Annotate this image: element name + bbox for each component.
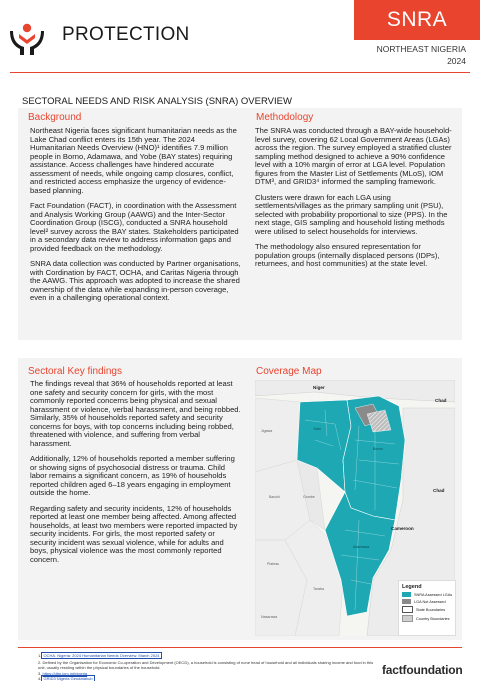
footnote-link[interactable]: OCHA. Nigeria: 2024 Humanitarian Needs Overview. March 2024 (43, 653, 160, 658)
background-heading: Background (28, 112, 82, 123)
legend-item (402, 606, 455, 613)
findings-paragraph: The findings reveal that 36% of households reported at least one safety and security concern for girls, with the most commonly reported concerns being physical and sexual harassment or violence, verbal harassment, and being robbed. Similarly, 35% of households reported safety and security concerns for boys, with top concerns including being robbed, threatened with violence, and suffering from verbal harassment. (30, 379, 241, 448)
legend-item (402, 592, 455, 597)
background-paragraph: Fact Foundation (FACT), in coordination with the Assessment and Analysis Working Group (AAWG) and the Inter-Sector Coordination Group (ISCG), conducted a SNRA household level² survey across the BAY states. Stakeholders participated in a secondary data review to address information gaps and provided feedback on the methodology. (30, 201, 239, 253)
methodology-heading: Methodology (256, 112, 314, 123)
map-label-yobe: Yobe (313, 427, 322, 431)
year-label: 2024 (447, 56, 466, 66)
key-findings-heading: Sectoral Key findings (28, 366, 122, 377)
footnote-link[interactable]: https://dtm.iom.int/nigeria (42, 671, 88, 676)
map-label-gombe: Gombe (303, 495, 315, 499)
footnote-number: 3. (38, 671, 42, 676)
methodology-paragraph: The methodology also ensured representation for population groups (internally displaced persons (IDPs), returnees, and host communities) at the state level. (255, 242, 440, 268)
methodology-paragraph: Clusters were drawn for each LGA using settlements/villages as the primary sampling unit (PSU), selected with probability proportional to size (PPS). In the next stage, GIS sampling and household listing methods were utilised to select households for interviews. (255, 192, 448, 236)
region-label: NORTHEAST NIGERIA (376, 44, 466, 54)
map-label-niger: Niger (313, 385, 325, 390)
footnote-2 (38, 660, 378, 670)
map-legend (398, 580, 456, 636)
map-label-chad-right: Chad (433, 488, 445, 493)
footnote-number: 2. (38, 660, 42, 665)
findings-paragraph: Regarding safety and security incidents, 12% of households reported at least one member being affected. Among affected households, at least two members were reported impacted by security incidents. For girls, the most reported safety or security incident was sexual violence, while for adults and boys, physical violence was the most commonly reported concern. (30, 503, 238, 564)
legend-label: State Boundaries (416, 607, 446, 612)
legend-swatch-country (402, 615, 413, 622)
footnote-text: Defined by the Organisation for Economic Co-operation and Development (OECD), a household is consisting of none head of household and all individuals sharing income and food in this unit, usually residing within the physical boundaries of the household. (38, 660, 374, 670)
legend-swatch-assessed (402, 592, 411, 597)
map-label-bauchi: Bauchi (269, 495, 280, 499)
sector-title: PROTECTION (62, 24, 190, 45)
legend-swatch-not-assessed (402, 599, 411, 604)
map-label-chad-top: Chad (435, 398, 447, 403)
background-paragraph: Northeast Nigeria faces significant humanitarian needs as the Lake Chad conflict enters its 15th year. The 2024 Humanitarian Needs Overview (HNO)¹ identifies 7.9 million people in Borno, Adamawa, and Yobe (BAY states) requiring assistance. Access challenges have hindered accurate assessment of needs, while ongoing camp closures, conflict, and restricted access emphasize the urgency of evidence-based planning. (30, 126, 237, 195)
footnote-number: 1. (38, 653, 42, 658)
legend-title: Legend (402, 584, 422, 590)
legend-item (402, 599, 455, 604)
findings-paragraph: Additionally, 12% of households reported a member suffering or showing signs of psychosocial distress or trauma. Child labor remains a significant concern, as 19% of households reported children aged 6–18 years engaging in employment outside the home. (30, 454, 235, 497)
map-label-jigawa: Jigawa (261, 429, 273, 433)
map-label-plateau: Plateau (267, 562, 280, 566)
key-findings-text (30, 380, 242, 571)
map-label-taraba: Taraba (313, 587, 324, 591)
methodology-paragraph: The SNRA was conducted through a BAY-wide household-level survey, covering 62 Local Government Areas (LGAs) across the region. The survey employed a stratified cluster sampling method designed to achieve a 90% confidence level with a 10% margin of error at LGA level. Population figures from the Master List of Settlements (MLoS), IOM DTM³, and GRID3⁴ informed the sampling framework. (255, 126, 452, 186)
background-text (30, 127, 242, 310)
coverage-map-heading: Coverage Map (256, 366, 322, 377)
footnote-1 (38, 653, 378, 658)
legend-swatch-state (402, 606, 413, 613)
snra-badge: SNRA (354, 0, 480, 40)
overview-title: SECTORAL NEEDS AND RISK ANALYSIS (SNRA) OVERVIEW (22, 96, 292, 107)
fact-foundation-logo: factfoundation (382, 663, 463, 677)
legend-label: LGA Not Assessed (414, 599, 446, 604)
footnote-number: 4. (38, 676, 42, 681)
legend-item (402, 615, 455, 622)
footnote-link[interactable]: GRID3 Nigeria Geodatahub (43, 676, 93, 681)
header-divider (10, 72, 470, 73)
map-label-borno: Borno (373, 447, 383, 451)
methodology-text (255, 127, 455, 276)
map-label-adamawa: Adamawa (353, 545, 369, 549)
map-label-cameroon: Cameroon (391, 526, 414, 531)
background-paragraph: SNRA data collection was conducted by Partner organisations, with Cordination by FACT, OCHA, and Caritas Nigeria through the AAWG. This approach was adopted to increase the shared ownership of the data while expanding in-person coverage, even in a challenging operational context. (30, 259, 241, 302)
protection-icon (10, 22, 44, 56)
legend-label: Country Boundaries (416, 616, 450, 621)
footnote-divider (18, 647, 462, 648)
legend-label: SNRA Assessed LGAs (414, 592, 453, 597)
map-label-nasarawa: Nasarawa (261, 615, 278, 619)
